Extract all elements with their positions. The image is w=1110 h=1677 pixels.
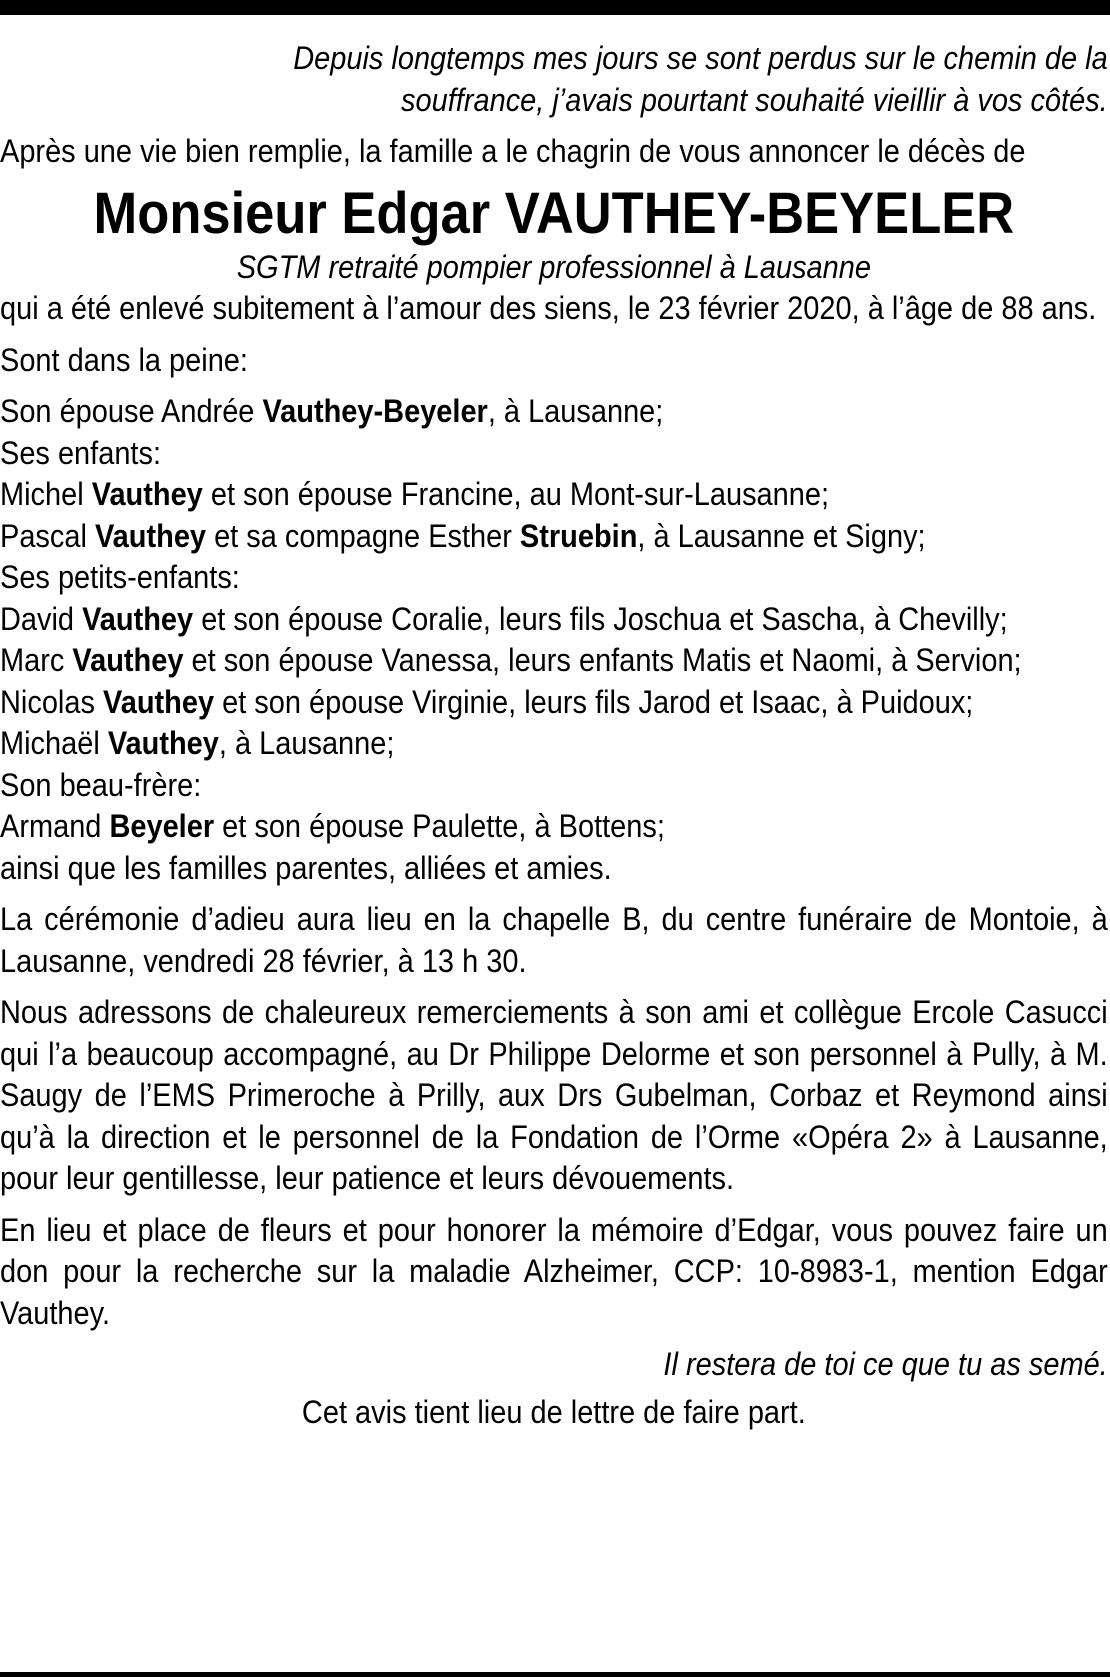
spouse-text: Son épouse Andrée: [0, 393, 263, 429]
deceased-name: Monsieur Edgar VAUTHEY-BEYELER: [93, 180, 1015, 246]
grandchildren-heading: Ses petits-enfants:: [0, 559, 240, 595]
top-rule: [0, 0, 1110, 15]
family-list: [0, 391, 1108, 889]
epigraph-line-1: Depuis longtemps mes jours se sont perdus sur le chemin de la: [293, 40, 1108, 76]
grandchild-3-surname: Vauthey: [103, 683, 215, 720]
family-line-grandchild-2: [0, 640, 1108, 682]
footer-note: Cet avis tient lieu de lettre de faire part.: [301, 1393, 806, 1430]
child-2-partner: et sa compagne Esther: [206, 517, 520, 554]
child-2-surname: Vauthey: [94, 517, 207, 554]
child-1-first-name: Michel: [0, 476, 92, 512]
intro-text: Après une vie bien remplie, la famille a le chagrin de vous annoncer le décès de: [0, 133, 1026, 169]
inlaw-first-name: Armand: [0, 808, 110, 844]
death-notice: qui a été enlevé subitement à l’amour des siens, le 23 février 2020, à l’âge de 88 ans.: [0, 290, 1097, 326]
ceremony-info: La cérémonie d’adieu aura lieu en la chapelle B, du centre funéraire de Montoie, à Lausanne, vendredi 28 février, à 13 h 30.: [0, 901, 1108, 979]
children-heading: Ses enfants:: [0, 434, 161, 471]
family-line-child-2: [0, 516, 1108, 558]
spouse-location: , à Lausanne;: [487, 393, 664, 429]
child-2-location: , à Lausanne et Signy;: [637, 517, 926, 554]
inlaw-surname: Beyeler: [109, 808, 215, 844]
family-line-child-1: [0, 474, 1108, 516]
grandchild-4-first-name: Michaël: [0, 725, 108, 761]
child-2-partner-surname: Struebin: [519, 517, 638, 554]
child-2-first-name: Pascal: [0, 517, 95, 554]
grandchild-2-first-name: Marc: [0, 642, 73, 678]
family-line-inlaw: [0, 806, 1108, 848]
inlaw-details: et son épouse Paulette, à Bottens;: [214, 808, 665, 844]
obituary-notice: [0, 38, 1108, 1433]
grandchild-1-details: et son épouse Coralie, leurs fils Joschua et Sascha, à Chevilly;: [193, 600, 1008, 637]
family-line-grandchild-3: [0, 682, 1108, 724]
grandchild-3-first-name: Nicolas: [0, 683, 104, 720]
family-line-grandchild-1: [0, 599, 1108, 641]
epigraph: [0, 38, 1108, 121]
grandchild-1-surname: Vauthey: [82, 600, 194, 637]
family-line-grandchild-4: [0, 723, 1108, 765]
grandchild-4-location: , à Lausanne;: [218, 725, 395, 761]
grandchild-1-first-name: David: [0, 600, 83, 637]
family-line-spouse: [0, 391, 1108, 433]
donation-info: En lieu et place de fleurs et pour honorer la mémoire d’Edgar, vous pouvez faire un don pour la recherche sur la maladie Alzheimer, CCP: 10-8983-1, mention Edgar Vauthey.: [0, 1211, 1108, 1331]
grandchild-3-details: et son épouse Virginie, leurs fils Jarod et Isaac, à Puidoux;: [214, 683, 974, 720]
thanks-paragraph: Nous adressons de chaleureux remerciements à son ami et collègue Ercole Casucci qui l’a beaucoup accompagné, au Dr Philippe Delorme et son personnel à Pully, à M. Saugy de l’EMS Primeroche à Prilly, aux Drs Gubelman, Corbaz et Reymond ainsi qu’à la direction et le personnel de la Fondation de l’Orme «Opéra 2» à Lausanne, pour leur gentillesse, leur patience et leurs dévouements.: [0, 994, 1108, 1196]
mourners-heading: Sont dans la peine:: [0, 341, 248, 378]
grandchild-4-surname: Vauthey: [107, 725, 219, 761]
spouse-surname: Vauthey-Beyeler: [262, 393, 488, 429]
deceased-role: SGTM retraité pompier professionnel à Lausanne: [236, 248, 871, 285]
other-relatives: ainsi que les familles parentes, alliées et amies.: [0, 849, 612, 886]
epigraph-line-2: souffrance, j’avais pourtant souhaité vieillir à vos côtés.: [401, 81, 1108, 118]
child-1-details: et son épouse Francine, au Mont-sur-Lausanne;: [202, 476, 830, 512]
inlaw-heading: Son beau-frère:: [0, 766, 202, 803]
closing-quote: Il restera de toi ce que tu as semé.: [663, 1346, 1108, 1382]
grandchild-2-surname: Vauthey: [72, 642, 184, 678]
child-1-surname: Vauthey: [91, 476, 203, 512]
grandchild-2-details: et son épouse Vanessa, leurs enfants Matis et Naomi, à Servion;: [183, 642, 1022, 678]
bottom-rule: [0, 1672, 1110, 1677]
